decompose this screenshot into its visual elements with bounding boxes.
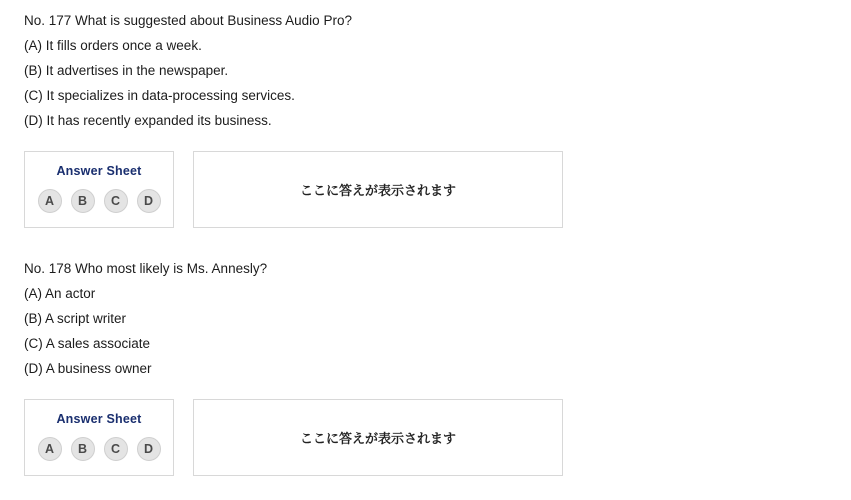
answer-bubble-b[interactable]: B bbox=[71, 189, 95, 213]
question-block-177 bbox=[24, 8, 827, 228]
answer-display: ここに答えが表示されます bbox=[193, 399, 563, 476]
question-choice-a: (A) It fills orders once a week. bbox=[24, 38, 202, 53]
question-choice-d: (D) A business owner bbox=[24, 361, 152, 376]
answer-bubble-b[interactable]: B bbox=[71, 437, 95, 461]
question-choice-d: (D) It has recently expanded its business. bbox=[24, 113, 272, 128]
answer-bubble-c[interactable]: C bbox=[104, 189, 128, 213]
answer-display: ここに答えが表示されます bbox=[193, 151, 563, 228]
question-choice-b: (B) A script writer bbox=[24, 311, 127, 326]
question-choice-c: (C) A sales associate bbox=[24, 336, 151, 351]
answer-bubble-d[interactable]: D bbox=[137, 189, 161, 213]
question-block-178 bbox=[24, 256, 827, 476]
answer-bubble-d[interactable]: D bbox=[137, 437, 161, 461]
question-stem: No. 178 Who most likely is Ms. Annesly? bbox=[24, 261, 268, 276]
answer-row bbox=[24, 151, 827, 228]
question-choice-b: (B) It advertises in the newspaper. bbox=[24, 63, 229, 78]
answer-row bbox=[24, 399, 827, 476]
answer-bubbles bbox=[25, 189, 173, 213]
section-spacer bbox=[24, 228, 827, 256]
question-choice-a: (A) An actor bbox=[24, 286, 96, 301]
question-stem: No. 177 What is suggested about Business Audio Pro? bbox=[24, 13, 352, 28]
answer-bubble-a[interactable]: A bbox=[38, 189, 62, 213]
answer-bubble-a[interactable]: A bbox=[38, 437, 62, 461]
answer-sheet-title: Answer Sheet bbox=[56, 164, 142, 178]
answer-sheet bbox=[24, 151, 174, 228]
answer-sheet bbox=[24, 399, 174, 476]
question-choice-c: (C) It specializes in data-processing services. bbox=[24, 88, 295, 103]
answer-bubbles bbox=[25, 437, 173, 461]
answer-bubble-c[interactable]: C bbox=[104, 437, 128, 461]
answer-sheet-title: Answer Sheet bbox=[56, 412, 142, 426]
